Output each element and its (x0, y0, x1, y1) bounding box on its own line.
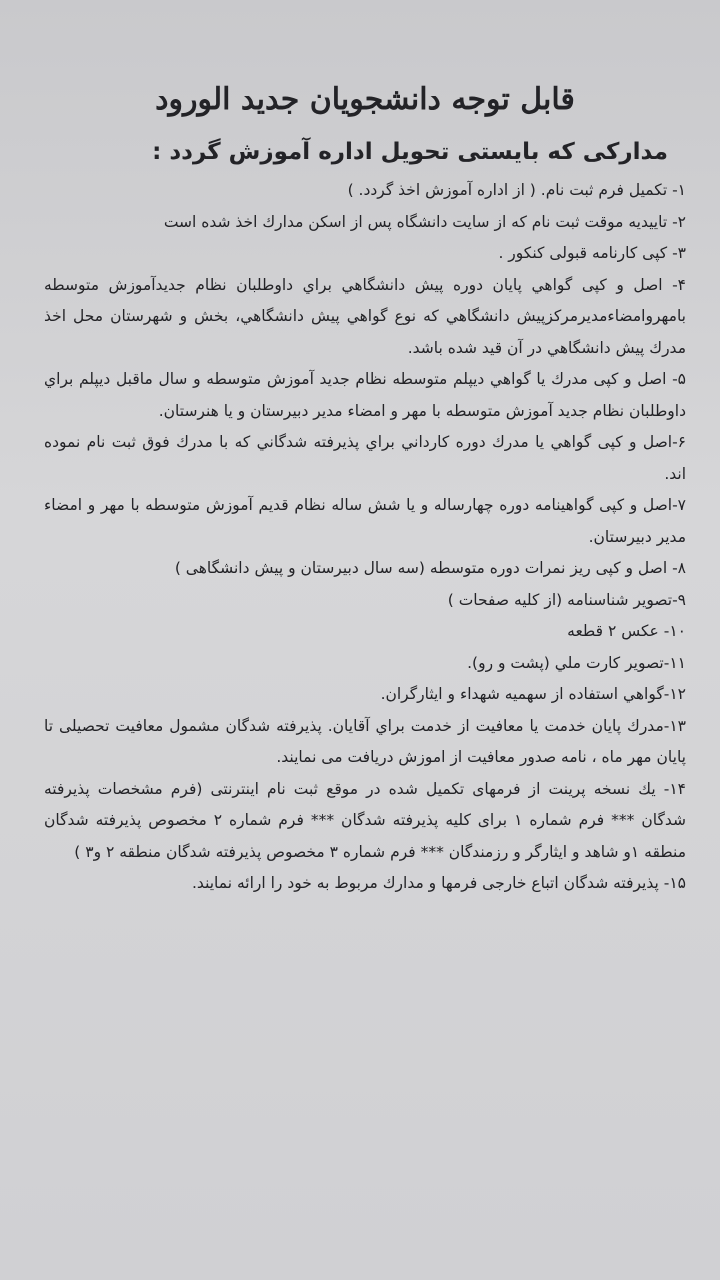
list-item: ۱۲-گواهي استفاده از سهميه شهداء و ايثارگران. (380, 685, 686, 703)
list-item: ۳- كپی كارنامه قبولی كنكور . (498, 244, 686, 262)
list-item: ۱۱-تصوير كارت ملي (پشت و رو). (467, 653, 686, 672)
document-subtitle: مداركی كه بايستی تحويل اداره آموزش گردد : (152, 139, 668, 165)
requirements-list (44, 175, 686, 900)
list-item: ۱۳-مدرك پايان خدمت يا معافيت از خدمت براي آقايان. پذيرفته شدگان مشمول معافيت تحصيلی تا پايان مهر ماه ، نامه صدور معافيت از اموزش دريافت می نمايند. (44, 716, 686, 766)
list-item: ۱۵- پذيرفته شدگان اتباع خارجی فرمها و مدارك مربوط به خود را ارائه نمايند. (192, 874, 686, 892)
list-item: ۱۴- يك نسخه پرينت از فرمهای تكميل شده در موقع ثبت نام اينترنتی (فرم مشخصات پذيرفته شدگان *** فرم شماره ۱ برای كليه پذيرفته شدگان *** فرم شماره ۲ مخصوص پذيرفته شدگان منطقه ۱و شاهد و ايثارگر و رزمندگان *** فرم شماره ۳ مخصوص پذيرفته شدگان منطقه ۲ و۳ ) (44, 779, 686, 861)
list-item: ۱۰- عكس ۲ قطعه (567, 622, 686, 640)
list-item: ۵- اصل و كپی مدرك يا گواهي ديپلم متوسطه نظام جديد آموزش متوسطه و سال ماقبل ديپلم براي داوطلبان نظام جديد آموزش متوسطه با مهر و امضاء مدير دبيرستان و يا هنرستان. (44, 370, 686, 420)
list-item: ۴- اصل و كپی گواهي پايان دوره پيش دانشگاهي براي داوطلبان نظام جديدآموزش متوسطه بامهروامضاءمديرمركزپيش دانشگاهي كه نوع گواهي پيش دانشگاهي، بخش و شهرستان محل اخذ مدرك پيش دانشگاهي در آن قيد شده باشد. (44, 275, 686, 357)
list-item: ۹-تصوير شناسنامه (از كليه صفحات ) (447, 590, 686, 609)
document-title: قابل توجه دانشجويان جديد الورود (155, 82, 575, 117)
list-item: ۸- اصل و كپی ريز نمرات دوره متوسطه (سه سال دبيرستان و پيش دانشگاهی ) (174, 559, 686, 577)
list-item: ۱- تكميل فرم ثبت نام. ( از اداره آموزش اخذ گردد. ) (347, 181, 686, 199)
list-item: ۷-اصل و كپی گواهينامه دوره چهارساله و يا شش ساله نظام قديم آموزش متوسطه با مهر و امضاء مدير دبيرستان. (44, 496, 686, 546)
list-item: ۶-اصل و كپی گواهي يا مدرك دوره كارداني براي پذيرفته شدگاني كه با مدرك فوق ثبت نام نموده اند. (44, 433, 686, 483)
list-item: ۲- تاييديه موقت ثبت نام كه از سايت دانشگاه پس از اسكن مدارك اخذ شده است (163, 212, 686, 231)
